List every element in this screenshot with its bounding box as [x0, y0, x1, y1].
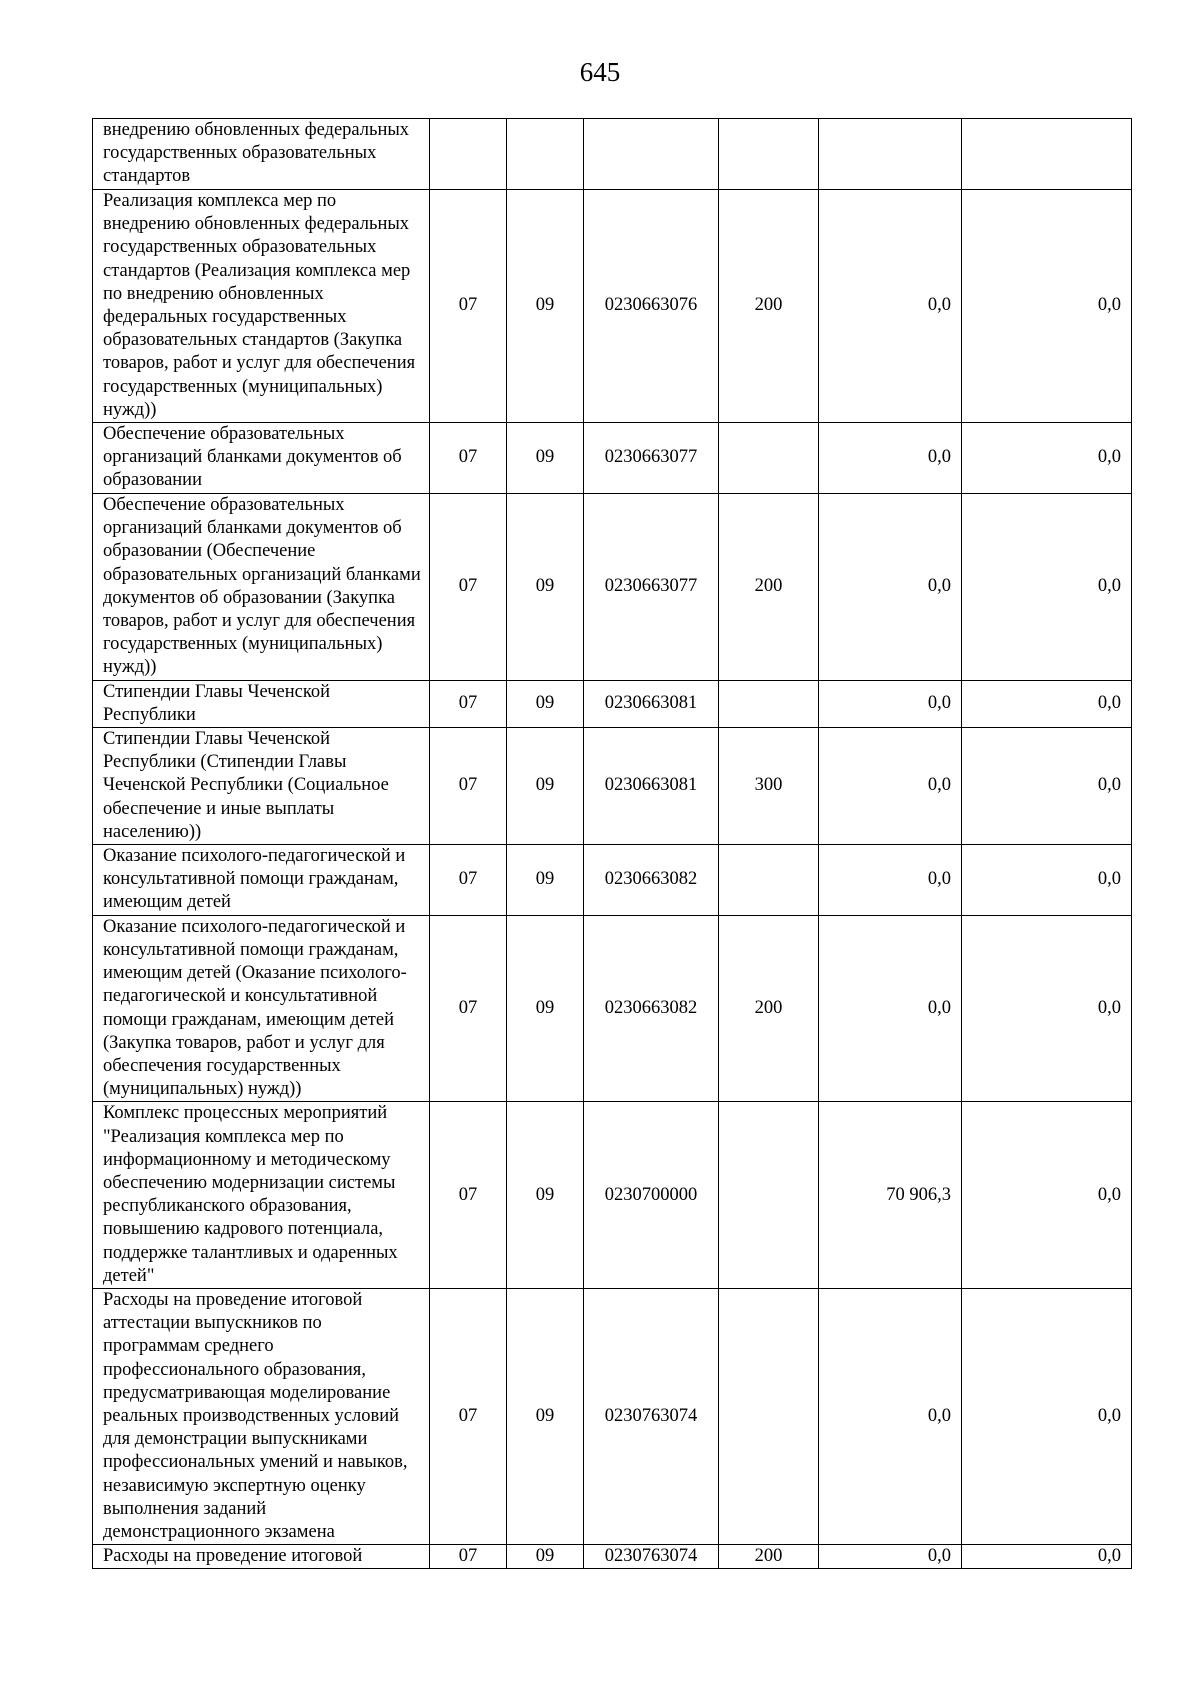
table-row [93, 680, 1132, 727]
row-subsection: 09 [507, 423, 584, 494]
row-section: 07 [430, 1102, 507, 1289]
table-row [93, 1102, 1132, 1289]
row-expense-type [719, 680, 819, 727]
row-amount-2: 0,0 [962, 190, 1132, 423]
row-amount-1: 0,0 [819, 494, 962, 681]
row-name: Расходы на проведение итоговой аттестации выпускников по программам среднего профессионального образования, предусматривающая моделирование реальных производственных условий для демонстрации выпускниками профессиональных умений и навыков, независимую экспертную оценку выполнения заданий демонстрационного экзамена [93, 1288, 430, 1544]
row-amount-2: 0,0 [962, 1102, 1132, 1289]
row-section: 07 [430, 494, 507, 681]
row-amount-2: 0,0 [962, 1545, 1132, 1569]
row-expense-type [719, 845, 819, 916]
row-subsection: 09 [507, 680, 584, 727]
row-section [430, 119, 507, 190]
table-row [93, 494, 1132, 681]
row-subsection: 09 [507, 915, 584, 1102]
row-name: Обеспечение образовательных организаций бланками документов об образовании [93, 423, 430, 494]
row-expense-type [719, 119, 819, 190]
row-amount-1: 0,0 [819, 915, 962, 1102]
row-amount-2: 0,0 [962, 680, 1132, 727]
row-target-article: 0230663077 [584, 494, 719, 681]
row-target-article: 0230663081 [584, 680, 719, 727]
row-target-article: 0230763074 [584, 1545, 719, 1569]
row-amount-2: 0,0 [962, 915, 1132, 1102]
table-row [93, 119, 1132, 190]
row-target-article: 0230763074 [584, 1288, 719, 1544]
row-target-article: 0230663076 [584, 190, 719, 423]
row-subsection: 09 [507, 1102, 584, 1289]
row-amount-2: 0,0 [962, 728, 1132, 845]
row-subsection: 09 [507, 1288, 584, 1544]
budget-table [92, 118, 1132, 1569]
row-amount-2: 0,0 [962, 1288, 1132, 1544]
row-subsection: 09 [507, 1545, 584, 1569]
row-target-article [584, 119, 719, 190]
table-row [93, 1288, 1132, 1544]
row-target-article: 0230663082 [584, 915, 719, 1102]
row-section: 07 [430, 845, 507, 916]
row-amount-1: 0,0 [819, 1288, 962, 1544]
row-section: 07 [430, 190, 507, 423]
table-row [93, 423, 1132, 494]
row-expense-type [719, 423, 819, 494]
row-amount-2: 0,0 [962, 494, 1132, 681]
row-target-article: 0230663081 [584, 728, 719, 845]
row-subsection: 09 [507, 845, 584, 916]
table-row [93, 845, 1132, 916]
page-number: 645 [579, 57, 621, 87]
row-name: Оказание психолого-педагогической и консультативной помощи гражданам, имеющим детей [93, 845, 430, 916]
row-expense-type: 200 [719, 190, 819, 423]
row-expense-type [719, 1102, 819, 1289]
row-section: 07 [430, 1288, 507, 1544]
row-amount-2 [962, 119, 1132, 190]
row-subsection: 09 [507, 728, 584, 845]
row-subsection [507, 119, 584, 190]
row-expense-type: 200 [719, 915, 819, 1102]
row-expense-type: 200 [719, 1545, 819, 1569]
row-name: Комплекс процессных мероприятий "Реализация комплекса мер по информационному и методическому обеспечению модернизации системы республиканского образования, повышению кадрового потенциала, поддержке талантливых и одаренных детей" [93, 1102, 430, 1289]
row-expense-type: 300 [719, 728, 819, 845]
row-expense-type: 200 [719, 494, 819, 681]
row-target-article: 0230663077 [584, 423, 719, 494]
row-amount-1: 0,0 [819, 1545, 962, 1569]
row-amount-1: 0,0 [819, 423, 962, 494]
row-section: 07 [430, 680, 507, 727]
row-name: Оказание психолого-педагогической и консультативной помощи гражданам, имеющим детей (Оказание психолого-педагогической и консультативной помощи гражданам, имеющим детей (Закупка товаров, работ и услуг для обеспечения государственных (муниципальных) нужд)) [93, 915, 430, 1102]
table-row [93, 915, 1132, 1102]
row-name: внедрению обновленных федеральных государственных образовательных стандартов [93, 119, 430, 190]
row-section: 07 [430, 423, 507, 494]
row-amount-1 [819, 119, 962, 190]
row-amount-1: 0,0 [819, 680, 962, 727]
row-subsection: 09 [507, 190, 584, 423]
table-row [93, 728, 1132, 845]
row-amount-1: 0,0 [819, 728, 962, 845]
row-target-article: 0230700000 [584, 1102, 719, 1289]
row-amount-1: 70 906,3 [819, 1102, 962, 1289]
row-name: Реализация комплекса мер по внедрению обновленных федеральных государственных образовательных стандартов (Реализация комплекса мер по внедрению обновленных федеральных государственных образовательных стандартов (Закупка товаров, работ и услуг для обеспечения государственных (муниципальных) нужд)) [93, 190, 430, 423]
row-subsection: 09 [507, 494, 584, 681]
row-name: Расходы на проведение итоговой [93, 1545, 430, 1569]
row-name: Стипендии Главы Чеченской Республики [93, 680, 430, 727]
row-amount-2: 0,0 [962, 845, 1132, 916]
row-amount-1: 0,0 [819, 190, 962, 423]
row-amount-1: 0,0 [819, 845, 962, 916]
row-section: 07 [430, 728, 507, 845]
row-amount-2: 0,0 [962, 423, 1132, 494]
row-expense-type [719, 1288, 819, 1544]
row-target-article: 0230663082 [584, 845, 719, 916]
table-row [93, 1545, 1132, 1569]
row-section: 07 [430, 1545, 507, 1569]
table-row [93, 190, 1132, 423]
row-section: 07 [430, 915, 507, 1102]
row-name: Стипендии Главы Чеченской Республики (Стипендии Главы Чеченской Республики (Социальное обеспечение и иные выплаты населению)) [93, 728, 430, 845]
row-name: Обеспечение образовательных организаций бланками документов об образовании (Обеспечение образовательных организаций бланками документов об образовании (Закупка товаров, работ и услуг для обеспечения государственных (муниципальных) нужд)) [93, 494, 430, 681]
